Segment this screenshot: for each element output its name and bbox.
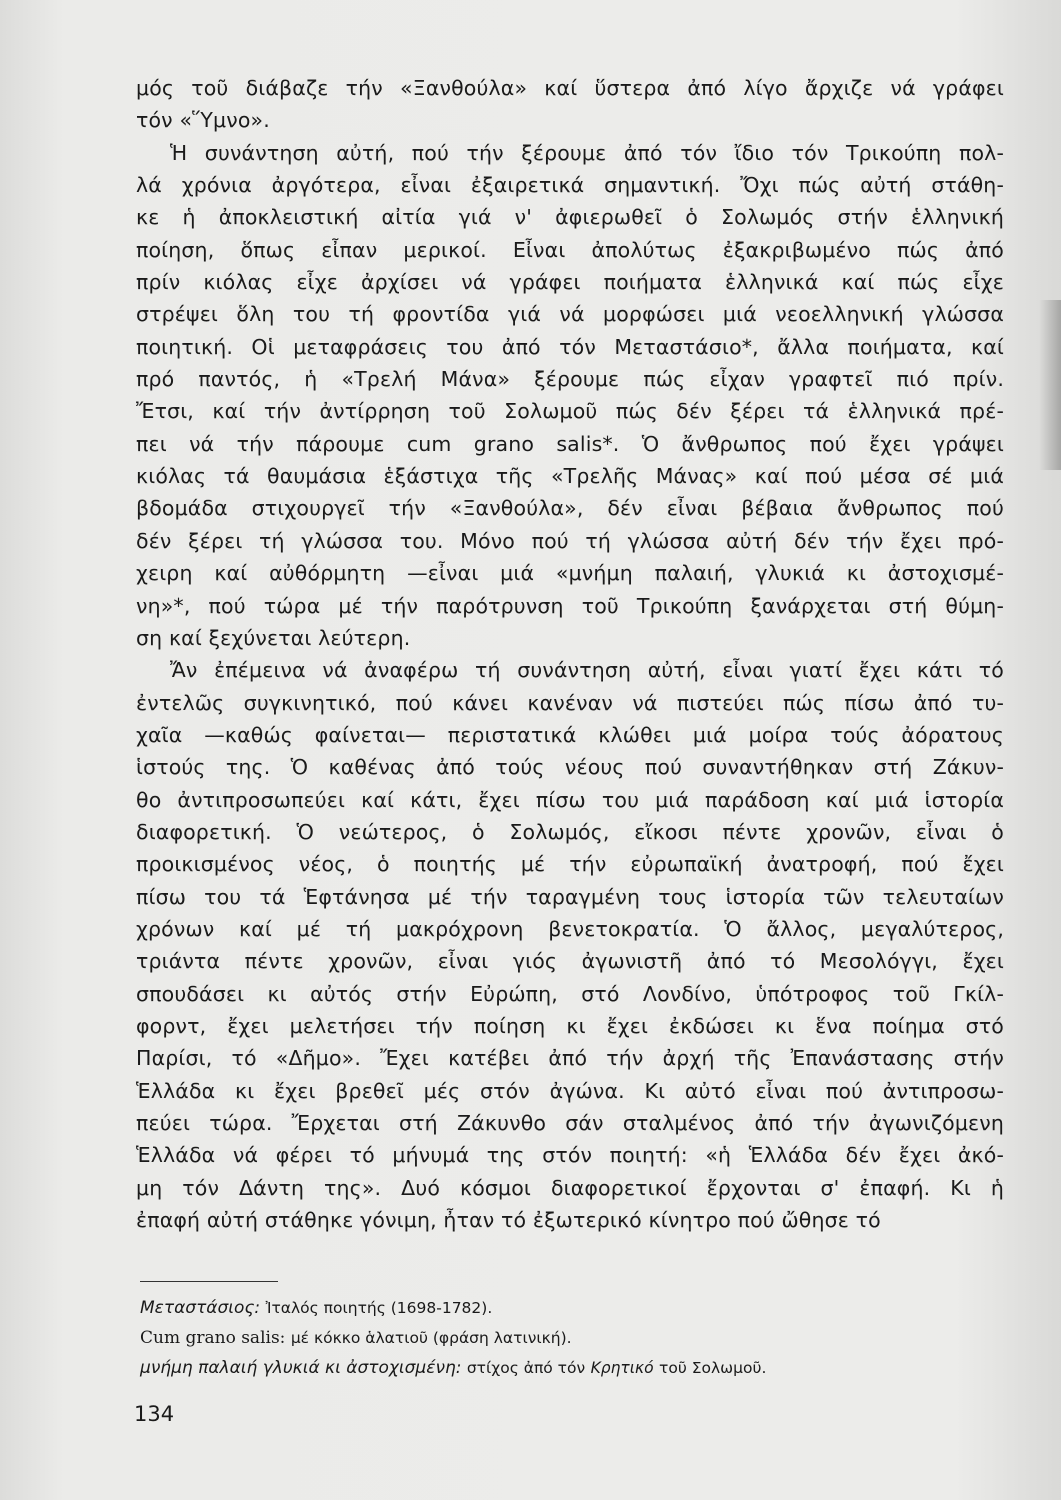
text-line: βδομάδα στιχουργεῖ τήν «Ξανθούλα», δέν εἶναι βέβαια ἄνθρωπος πού bbox=[136, 496, 1004, 521]
footnote-text: Ἰταλός ποιητής (1698-1782). bbox=[265, 1299, 493, 1317]
footnote-2 bbox=[140, 1323, 1000, 1353]
text-line: προικισμένος νέος, ὁ ποιητής μέ τήν εὐρωπαϊκή ἀνατροφή, πού ἔχει bbox=[136, 852, 1004, 877]
footnote-1 bbox=[140, 1293, 1000, 1323]
text-line: διαφορετική. Ὁ νεώτερος, ὁ Σολωμός, εἴκοσι πέντε χρονῶν, εἶναι ὁ bbox=[136, 819, 1004, 844]
text-line: μός τοῦ διάβαζε τήν «Ξανθούλα» καί ὕστερα ἀπό λίγο ἄρχιζε νά γράφει bbox=[136, 76, 1004, 100]
paragraph bbox=[136, 654, 1004, 1236]
paragraph bbox=[136, 137, 1004, 655]
text-line: ἐντελῶς συγκινητικό, πού κάνει κανέναν νά πιστεύει πώς πίσω ἀπό τυ- bbox=[136, 690, 1004, 715]
text-line: νη»*, πού τώρα μέ τήν παρότρυνση τοῦ Τρικούπη ξανάρχεται στή θύμη- bbox=[136, 593, 1004, 618]
text-line: Παρίσι, τό «Δῆμο». Ἔχει κατέβει ἀπό τήν ἀρχή τῆς Ἐπανάστασης στήν bbox=[136, 1046, 1004, 1071]
text-line: πρίν κιόλας εἶχε ἀρχίσει νά γράφει ποιήματα ἑλληνικά καί πώς εἶχε bbox=[136, 270, 1004, 295]
text-line: θο ἀντιπροσωπεύει καί κάτι, ἔχει πίσω του μιά παράδοση καί μιά ἱστορία bbox=[136, 787, 1004, 812]
footnote-text-emphasis: Κρητικό bbox=[590, 1359, 654, 1377]
text-line: κε ἡ ἀποκλειστική αἰτία γιά ν' ἀφιερωθεῖ ὁ Σολωμός στήν ἑλληνική bbox=[136, 205, 1004, 230]
footnote-term: Μεταστάσιος: bbox=[140, 1298, 261, 1318]
text-line: Ἄν ἐπέμεινα νά ἀναφέρω τή συνάντηση αὐτή, εἶναι γιατί ἔχει κάτι τό bbox=[170, 658, 1004, 683]
body-text bbox=[136, 72, 1004, 1236]
text-line: ἐπαφή αὐτή στάθηκε γόνιμη, ἦταν τό ἐξωτερικό κίνητρο πού ὤθησε τό bbox=[136, 1208, 881, 1233]
text-line: Ἑλλάδα κι ἔχει βρεθεῖ μές στόν ἀγώνα. Κι αὐτό εἶναι πού ἀντιπροσω- bbox=[136, 1078, 1004, 1103]
text-line: κιόλας τά θαυμάσια ἑξάστιχα τῆς «Τρελῆς Μάνας» καί πού μέσα σέ μιά bbox=[136, 464, 1004, 489]
page-number: 134 bbox=[134, 1402, 175, 1426]
footnote-3 bbox=[140, 1353, 1000, 1383]
footnote-text: μέ κόκκο ἁλατιοῦ (φράση λατινική). bbox=[290, 1329, 572, 1347]
footnote-text: στίχος ἀπό τόν bbox=[466, 1359, 586, 1377]
text-line: ποίηση, ὅπως εἶπαν μερικοί. Εἶναι ἀπολύτως ἐξακριβωμένο πώς ἀπό bbox=[136, 237, 1004, 262]
text-line: χρόνων καί μέ τή μακρόχρονη βενετοκρατία. Ὁ ἄλλος, μεγαλύτερος, bbox=[136, 916, 1004, 941]
text-line: πίσω του τά Ἑφτάνησα μέ τήν ταραγμένη τους ἱστορία τῶν τελευταίων bbox=[136, 884, 1004, 909]
text-line: Ἡ συνάντηση αὐτή, πού τήν ξέρουμε ἀπό τόν ἴδιο τόν Τρικούπη πολ- bbox=[170, 140, 1004, 165]
text-line: χειρη καί αὐθόρμητη —εἶναι μιά «μνήμη παλαιή, γλυκιά κι ἀστοχισμέ- bbox=[136, 561, 1004, 586]
text-line: φορντ, ἔχει μελετήσει τήν ποίηση κι ἔχει ἐκδώσει κι ἕνα ποίημα στό bbox=[136, 1013, 1004, 1038]
text-line: λά χρόνια ἀργότερα, εἶναι ἐξαιρετικά σημαντική. Ὄχι πώς αὐτή στάθη- bbox=[136, 173, 1004, 198]
text-line: μη τόν Δάντη της». Δυό κόσμοι διαφορετικοί ἔρχονται σ' ἐπαφή. Κι ἡ bbox=[136, 1175, 1004, 1200]
text-line: σπουδάσει κι αὐτός στήν Εὐρώπη, στό Λονδίνο, ὑπότροφος τοῦ Γκίλ- bbox=[136, 981, 1004, 1006]
text-line: πεύει τώρα. Ἔρχεται στή Ζάκυνθο σάν σταλμένος ἀπό τήν ἀγωνιζόμενη bbox=[136, 1111, 1004, 1135]
footnote-text: τοῦ Σολωμοῦ. bbox=[659, 1359, 767, 1377]
text-line: Ἔτσι, καί τήν ἀντίρρηση τοῦ Σολωμοῦ πώς δέν ξέρει τά ἑλληνικά πρέ- bbox=[136, 399, 1004, 424]
page-edge-shadow bbox=[1039, 300, 1061, 470]
footnote-term: μνήμη παλαιή γλυκιά κι ἀστοχισμένη: bbox=[140, 1358, 462, 1378]
text-line: ἱστούς της. Ὁ καθένας ἀπό τούς νέους πού συναντήθηκαν στή Ζάκυν- bbox=[136, 755, 1004, 780]
footnote-term: Cum grano salis: bbox=[140, 1328, 286, 1348]
text-line: πει νά τήν πάρουμε cum grano salis*. Ὁ ἄνθρωπος πού ἔχει γράψει bbox=[136, 431, 1004, 456]
text-line: ση καί ξεχύνεται λεύτερη. bbox=[136, 625, 411, 650]
text-line: τόν «Ὕμνο». bbox=[136, 108, 270, 133]
text-line: δέν ξέρει τή γλώσσα του. Μόνο πού τή γλώσσα αὐτή δέν τήν ἔχει πρό- bbox=[136, 528, 1004, 553]
text-line: τριάντα πέντε χρονῶν, εἶναι γιός ἀγωνιστῆ ἀπό τό Μεσολόγγι, ἔχει bbox=[136, 949, 1004, 974]
footnotes bbox=[140, 1293, 1000, 1383]
text-line: ποιητική. Οἱ μεταφράσεις του ἀπό τόν Μεταστάσιο*, ἄλλα ποιήματα, καί bbox=[136, 334, 1004, 359]
text-line: στρέψει ὅλη του τή φροντίδα γιά νά μορφώσει μιά νεοελληνική γλώσσα bbox=[136, 302, 1004, 327]
footnote-divider bbox=[140, 1281, 278, 1282]
paragraph bbox=[136, 72, 1004, 137]
text-line: Ἑλλάδα νά φέρει τό μήνυμά της στόν ποιητή: «ἡ Ἑλλάδα δέν ἔχει ἀκό- bbox=[136, 1143, 1004, 1168]
text-line: πρό παντός, ἡ «Τρελή Μάνα» ξέρουμε πώς εἶχαν γραφτεῖ πιό πρίν. bbox=[136, 367, 1004, 392]
text-line: χαῖα —καθώς φαίνεται— περιστατικά κλώθει μιά μοίρα τούς ἀόρατους bbox=[136, 722, 1004, 747]
